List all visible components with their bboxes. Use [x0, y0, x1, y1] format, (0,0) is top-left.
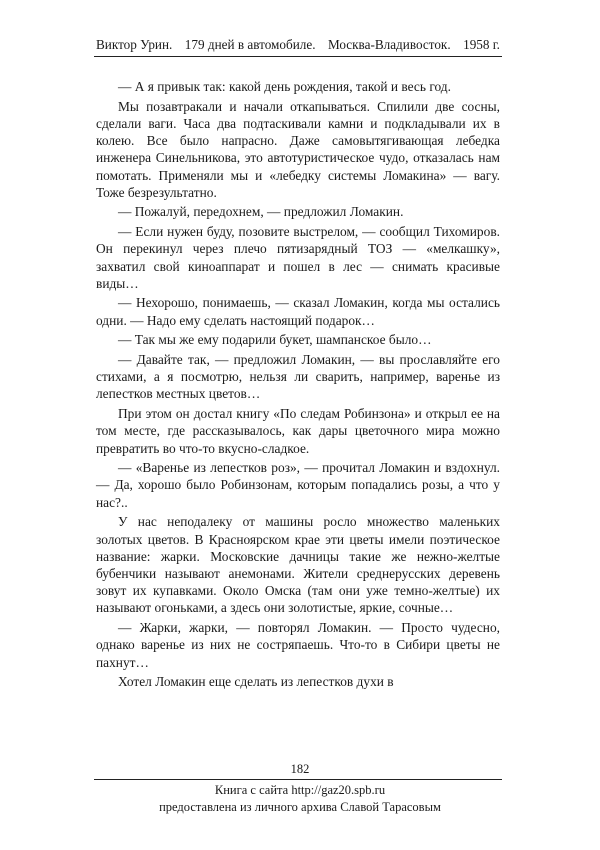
paragraph: — «Варенье из лепестков роз», — прочитал Ломакин и вздохнул. — Да, хорошо было Робинзонам, которым попадались розы, а что у нас?..: [96, 460, 500, 510]
footer-line-1: [0, 782, 600, 799]
footer: [0, 782, 600, 816]
header-route: Москва-Владивосток.: [327, 37, 451, 52]
paragraph: — Если нужен буду, позовите выстрелом, — сообщил Тихомиров. Он перекинул через плечо пятизарядный ТОЗ — «мелкашку», захватил свой киноаппарат и пошел в лес — снимать красивые виды…: [96, 224, 500, 291]
page-number: 182: [290, 762, 310, 776]
paragraph: У нас неподалеку от машины росло множество маленьких золотых цветов. В Красноярском крае эти цветы имели поэтическое название: жарки. Московские дачницы такие же нежно-желтые бубенчики называют анемонами. Жители среднерусских деревень зовут их купавками. Около Омска (там они уже темно-желтые) их называют огоньками, а здесь они золотистые, яркие, сочные…: [96, 514, 500, 616]
header-divider: [94, 56, 502, 57]
paragraph: — А я привык так: какой день рождения, такой и весь год.: [118, 79, 451, 94]
paragraph: При этом он достал книгу «По следам Робинзона» и открыл ее на том месте, где рассказывалось, как дары цветочного мира можно превратить во что-то вкусно-сладкое.: [96, 406, 500, 456]
paragraph: — Жарки, жарки, — повторял Ломакин. — Просто чудесно, однако варенье из них не состряпаешь. Что-то в Сибири цветы не пахнут…: [96, 620, 500, 670]
paragraph: — Пожалуй, передохнем, — предложил Ломакин.: [118, 204, 404, 220]
header-year: 1958 г.: [463, 37, 500, 52]
footer-line-2: предоставлена из личного архива Славой Тарасовым: [159, 800, 441, 814]
body-text: [96, 78, 500, 693]
paragraph: Мы позавтракали и начали откапываться. Спилили две сосны, сделали ваги. Часа два подтаскивали камни и подкладывали их в колею. Все было напрасно. Даже самовытягивающая лебедка инженера Синельникова, это автотуристическое чудо, отказалась нам помотать. Применяли мы и «лебедку системы Ломакина» — вагу. Тоже безрезультатно.: [96, 98, 500, 200]
header-author: Виктор Урин.: [96, 37, 173, 52]
paragraph: Хотел Ломакин еще сделать из лепестков духи в: [118, 674, 394, 690]
footer-prefix: Книга с сайта: [214, 783, 292, 797]
header-title: 179 дней в автомобиле.: [184, 37, 316, 52]
footer-divider: [94, 779, 502, 780]
site-link[interactable]: http://gaz20.spb.ru: [291, 783, 386, 797]
paragraph: — Так мы же ему подарили букет, шампанское было…: [118, 332, 432, 348]
running-header: [96, 37, 500, 53]
paragraph: — Нехорошо, понимаешь, — сказал Ломакин, когда мы остались одни. — Надо ему сделать настоящий подарок…: [96, 295, 500, 328]
paragraph: — Давайте так, — предложил Ломакин, — вы прославляйте его стихами, а я посмотрю, нельзя ли сварить, например, варенье из лепестков местных цветов…: [96, 352, 500, 402]
